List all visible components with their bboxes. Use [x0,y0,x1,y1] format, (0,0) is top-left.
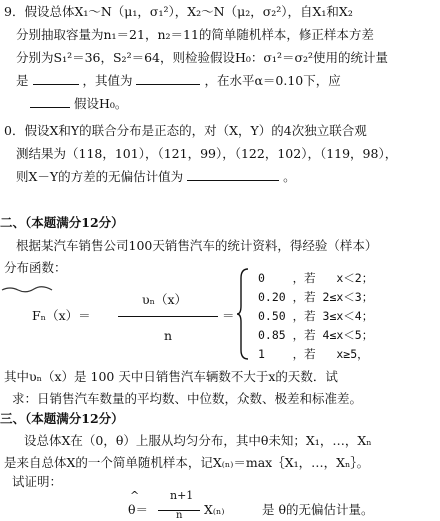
s3-line-2: 是来自总体X的一个简单随机样本，记X₍ₙ₎＝max｛X₁，…，Xₙ｝。 [4,455,370,470]
s3-frac-numerator: n+1 [170,489,194,502]
case-row-3: 0.50 ，若 3≤x＜4； [258,309,374,323]
q9-text-a: 是 [16,73,29,88]
q9-answer-blank-value [136,84,200,85]
s3-x-n: X₍ₙ₎ [204,502,225,517]
s3-theta-hat: ^ [130,489,140,502]
s2-fn-left: Fₙ（x）＝ [32,308,91,323]
q10-line-1: 0．假设X和Y的联合分布是正态的，对（X，Y）的4次独立联合观 [4,123,367,138]
case-row-1: 0 ，若 x＜2； [258,271,374,285]
pen-scribble-mark [0,284,60,294]
q9-text-c: ，在水平α＝0.10下，应 [204,73,341,88]
q10-answer-blank [187,180,279,181]
s2-fraction-bar [118,316,218,317]
section-3-heading: 三、（本题满分12分） [0,411,124,426]
s2-fn-equals: ＝ [222,308,235,323]
s3-line-3: 试证明： [12,474,63,489]
q10-line-2: 测结果为（118，101），（121，99），（122，102），（119，98）， [16,146,398,161]
q9-line-3: 分别为S₁²＝36，S₂²＝64，则检验假设H₀：σ₁²＝σ₂²使用的统计量 [16,50,389,65]
s2-note-line-1: 其中υₙ（x）是 100 天中日销售汽车辆数不大于x的天数．试 [4,369,338,384]
case-row-4: 0.85 ，若 4≤x＜5； [258,328,374,342]
s2-fn-numerator: υₙ（x） [142,292,188,307]
case-row-2: 0.20 ，若 2≤x＜3； [258,290,374,304]
s2-intro-line-2: 分布函数： [4,260,67,275]
q10-line-3 [16,169,296,185]
q10-text-b: 。 [283,169,296,184]
q9-answer-blank-decision [30,107,70,108]
cases-left-brace [236,268,250,360]
q9-line-4 [16,73,341,89]
s3-line-1: 设总体X在（0，θ）上服从均匀分布，其中θ未知；X₁，…，Xₙ [24,433,372,448]
s3-frac-denominator: n [176,510,183,521]
q9-line-1: 9．假设总体X₁～N（μ₁，σ₁²），X₂～N（μ₂，σ₂²），自X₁和X₂ [4,4,353,19]
q9-line-2: 分别抽取容量为n₁＝21，n₂＝11的简单随机样本，修正样本方差 [16,27,374,42]
q9-text-end: 假设H₀。 [73,96,128,111]
s2-note-line-2: 求：日销售汽车数量的平均数、中位数，众数、极差和标准差。 [12,391,363,406]
s2-intro-line-1: 根据某汽车销售公司100天销售汽车的统计资料，得经验（样本） [16,238,378,253]
s3-theta-eq: θ＝ [128,502,149,517]
s2-fn-denominator: n [164,328,173,343]
q9-answer-blank-statistic [33,84,79,85]
case-row-5: 1 ，若 x≥5， [258,347,369,361]
q10-text-a: 则X－Y的方差的无偏估计值为 [16,169,184,184]
section-2-heading: 二、（本题满分12分） [0,215,124,230]
q9-line-5 [30,96,127,112]
q9-text-b: ，其值为 [82,73,133,88]
s3-tail: 是 θ的无偏估计量。 [262,502,374,517]
